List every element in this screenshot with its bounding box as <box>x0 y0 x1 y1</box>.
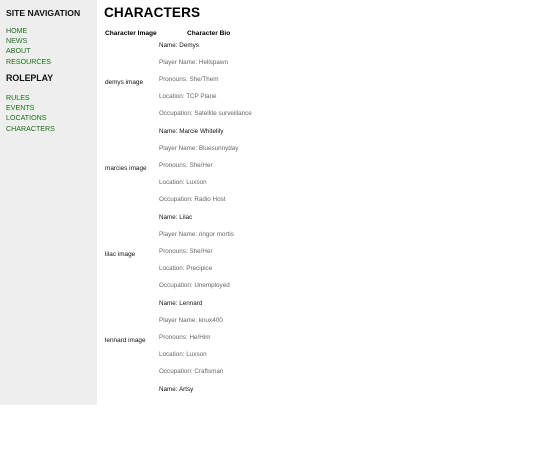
site-navigation-heading: SITE NAVIGATION <box>6 8 81 18</box>
roleplay-heading: ROLEPLAY <box>6 73 54 83</box>
nav-link-locations[interactable]: LOCATIONS <box>6 114 47 123</box>
nav-link-resources[interactable]: RESOURCES <box>6 57 51 66</box>
main-content <box>104 0 540 405</box>
bio-player-name: Player Name: knux400 <box>159 317 223 324</box>
character-image-lilac: lilac image <box>105 251 136 258</box>
bio-pronouns: Pronouns: She/Them <box>159 76 219 83</box>
nav-link-about[interactable]: ABOUT <box>6 47 31 56</box>
character-image-lennard: lennard image <box>105 337 146 344</box>
page-title: CHARACTERS <box>104 5 201 20</box>
bio-name: Name: Marcie Whitelily <box>159 128 224 135</box>
sidebar <box>0 0 97 405</box>
bio-location: Location: Precipice <box>159 265 213 272</box>
bio-name: Name: Demys <box>159 42 199 49</box>
bio-pronouns: Pronouns: She/Her <box>159 248 213 255</box>
bio-name: Name: Lennard <box>159 300 203 307</box>
bio-player-name: Player Name: ringor mortis <box>159 231 234 238</box>
character-image-marcie: marcies image <box>105 165 147 172</box>
site-navigation-list <box>6 26 51 67</box>
bio-player-name: Player Name: Bluesunnyday <box>159 145 239 152</box>
bio-pronouns: Pronouns: He/Him <box>159 334 211 341</box>
nav-link-home[interactable]: HOME <box>6 27 28 35</box>
nav-link-rules[interactable]: RULES <box>6 94 30 102</box>
bio-location: Location: Luxson <box>159 351 207 358</box>
character-row-marcie <box>104 128 524 214</box>
column-header-character-bio: Character Bio <box>187 30 231 37</box>
nav-link-events[interactable]: EVENTS <box>6 104 35 113</box>
nav-link-news[interactable]: NEWS <box>6 37 28 46</box>
character-row-artsy <box>104 386 524 472</box>
bio-player-name: Player Name: Hellspawn <box>159 59 228 66</box>
roleplay-navigation-list <box>6 93 55 134</box>
bio-location: Location: TCP Plane <box>159 93 217 100</box>
bio-name: Name: Lilac <box>159 214 193 221</box>
character-image-demys: demys image <box>105 79 144 86</box>
bio-occupation: Occupation: Unemployed <box>159 282 230 289</box>
bio-occupation: Occupation: Craftsman <box>159 368 224 375</box>
character-row-lennard <box>104 300 524 386</box>
nav-link-characters[interactable]: CHARACTERS <box>6 124 55 133</box>
bio-pronouns: Pronouns: She/Her <box>159 162 213 169</box>
bio-location: Location: Luxson <box>159 179 207 186</box>
column-header-character-image: Character Image <box>105 30 157 37</box>
bio-occupation: Occupation: Radio Host <box>159 196 226 203</box>
character-row-demys <box>104 42 524 128</box>
character-row-lilac <box>104 214 524 300</box>
bio-name: Name: Artsy <box>159 386 194 393</box>
bio-occupation: Occupation: Satellite surveillance <box>159 110 252 117</box>
